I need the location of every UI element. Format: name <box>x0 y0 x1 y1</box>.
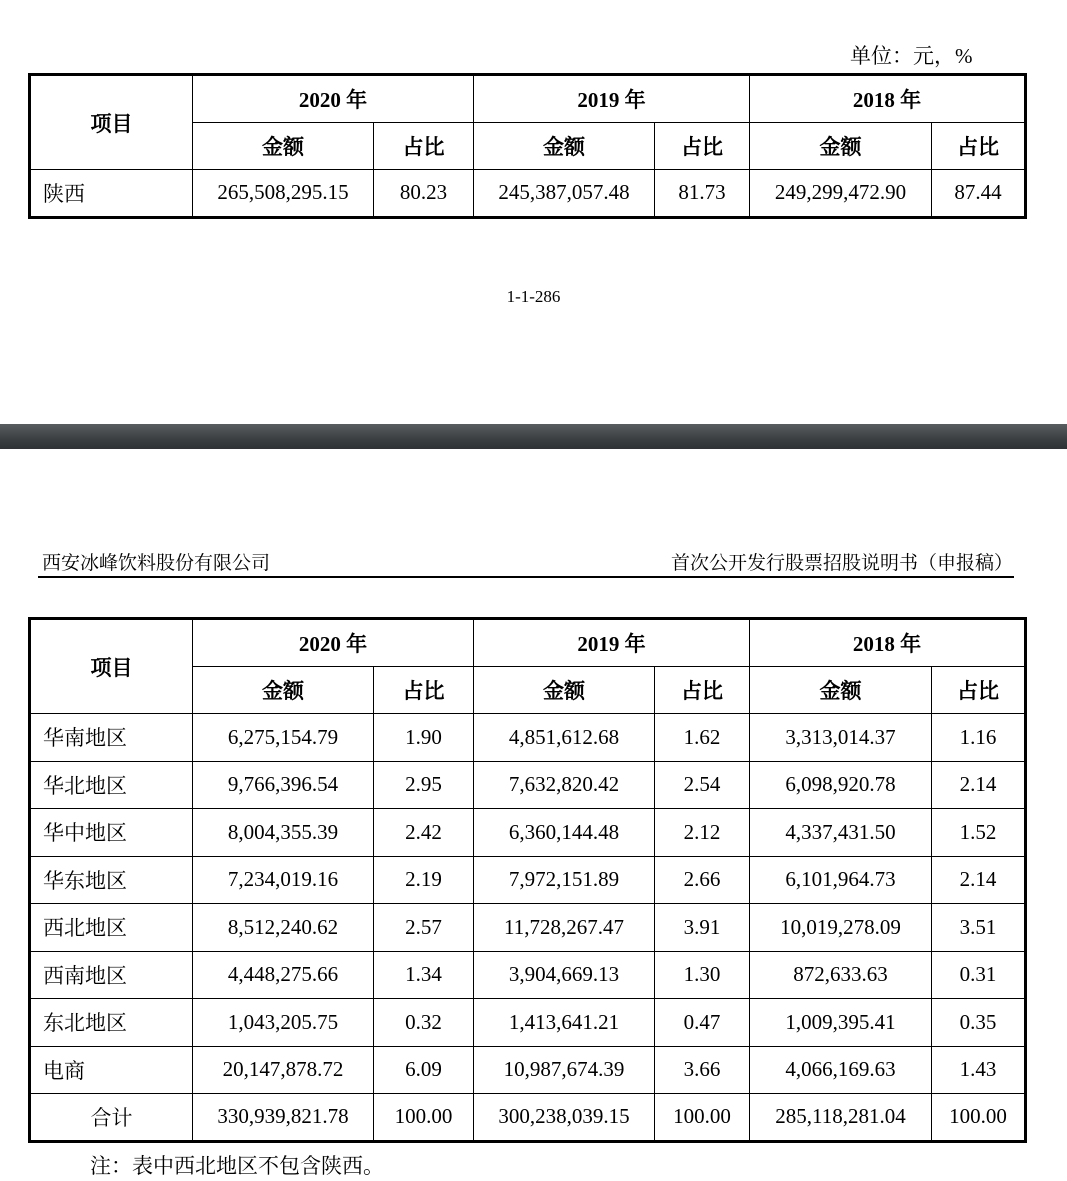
ratio-cell: 2.42 <box>374 809 474 857</box>
amount-cell: 6,360,144.48 <box>474 809 655 857</box>
header-amount: 金额 <box>750 667 932 714</box>
ratio-cell: 3.91 <box>655 904 750 952</box>
amount-cell: 3,313,014.37 <box>750 714 932 762</box>
ratio-cell: 0.47 <box>655 999 750 1047</box>
amount-cell: 7,234,019.16 <box>193 856 374 904</box>
amount-cell: 300,238,039.15 <box>474 1094 655 1142</box>
table-row <box>30 951 1026 999</box>
header-year-2020: 2020 年 <box>193 619 474 667</box>
ratio-cell: 100.00 <box>374 1094 474 1142</box>
header-ratio: 占比 <box>374 667 474 714</box>
ratio-cell: 81.73 <box>655 170 750 218</box>
table-row <box>30 856 1026 904</box>
table-row <box>30 999 1026 1047</box>
amount-cell: 7,972,151.89 <box>474 856 655 904</box>
ratio-cell: 87.44 <box>932 170 1026 218</box>
header-amount: 金额 <box>193 667 374 714</box>
amount-cell: 330,939,821.78 <box>193 1094 374 1142</box>
header-divider <box>38 576 1014 578</box>
amount-cell: 20,147,878.72 <box>193 1046 374 1094</box>
table-note: 注：表中西北地区不包含陕西。 <box>90 1154 384 1178</box>
ratio-cell: 2.14 <box>932 761 1026 809</box>
amount-cell: 249,299,472.90 <box>750 170 932 218</box>
ratio-cell: 1.16 <box>932 714 1026 762</box>
header-year-2018: 2018 年 <box>750 75 1026 123</box>
ratio-cell: 2.54 <box>655 761 750 809</box>
row-label: 东北地区 <box>30 999 193 1047</box>
row-label: 西南地区 <box>30 951 193 999</box>
amount-cell: 6,098,920.78 <box>750 761 932 809</box>
row-label: 华东地区 <box>30 856 193 904</box>
ratio-cell: 80.23 <box>374 170 474 218</box>
header-year-2019: 2019 年 <box>474 75 750 123</box>
ratio-cell: 6.09 <box>374 1046 474 1094</box>
ratio-cell: 100.00 <box>655 1094 750 1142</box>
ratio-cell: 1.52 <box>932 809 1026 857</box>
header-amount: 金额 <box>474 667 655 714</box>
header-ratio: 占比 <box>655 667 750 714</box>
amount-cell: 3,904,669.13 <box>474 951 655 999</box>
ratio-cell: 2.14 <box>932 856 1026 904</box>
table-row <box>30 714 1026 762</box>
amount-cell: 6,101,964.73 <box>750 856 932 904</box>
row-label: 华北地区 <box>30 761 193 809</box>
amount-cell: 7,632,820.42 <box>474 761 655 809</box>
header-ratio: 占比 <box>932 667 1026 714</box>
ratio-cell: 100.00 <box>932 1094 1026 1142</box>
ratio-cell: 0.32 <box>374 999 474 1047</box>
ratio-cell: 1.34 <box>374 951 474 999</box>
table-row <box>30 904 1026 952</box>
header-year-2018: 2018 年 <box>750 619 1026 667</box>
unit-label: 单位：元，% <box>850 44 973 68</box>
amount-cell: 11,728,267.47 <box>474 904 655 952</box>
ratio-cell: 2.95 <box>374 761 474 809</box>
amount-cell: 9,766,396.54 <box>193 761 374 809</box>
amount-cell: 10,019,278.09 <box>750 904 932 952</box>
row-label: 华南地区 <box>30 714 193 762</box>
amount-cell: 4,337,431.50 <box>750 809 932 857</box>
header-amount: 金额 <box>750 123 932 170</box>
amount-cell: 4,066,169.63 <box>750 1046 932 1094</box>
ratio-cell: 1.43 <box>932 1046 1026 1094</box>
amount-cell: 6,275,154.79 <box>193 714 374 762</box>
table-row <box>30 809 1026 857</box>
amount-cell: 8,512,240.62 <box>193 904 374 952</box>
page-separator <box>0 424 1067 449</box>
ratio-cell: 2.66 <box>655 856 750 904</box>
document-title: 首次公开发行股票招股说明书（申报稿） <box>670 553 1013 574</box>
header-ratio: 占比 <box>655 123 750 170</box>
ratio-cell: 2.57 <box>374 904 474 952</box>
table-row <box>30 1046 1026 1094</box>
header-item: 项目 <box>30 619 193 714</box>
ratio-cell: 2.12 <box>655 809 750 857</box>
ratio-cell: 1.62 <box>655 714 750 762</box>
amount-cell: 285,118,281.04 <box>750 1094 932 1142</box>
amount-cell: 1,009,395.41 <box>750 999 932 1047</box>
table-row <box>30 170 1026 218</box>
ratio-cell: 3.66 <box>655 1046 750 1094</box>
total-row <box>30 1094 1026 1142</box>
shaanxi-sales-table <box>28 73 1027 219</box>
amount-cell: 10,987,674.39 <box>474 1046 655 1094</box>
row-label: 西北地区 <box>30 904 193 952</box>
row-label: 华中地区 <box>30 809 193 857</box>
header-amount: 金额 <box>474 123 655 170</box>
ratio-cell: 0.35 <box>932 999 1026 1047</box>
ratio-cell: 1.90 <box>374 714 474 762</box>
amount-cell: 872,633.63 <box>750 951 932 999</box>
ratio-cell: 2.19 <box>374 856 474 904</box>
header-ratio: 占比 <box>374 123 474 170</box>
header-year-2020: 2020 年 <box>193 75 474 123</box>
amount-cell: 8,004,355.39 <box>193 809 374 857</box>
amount-cell: 245,387,057.48 <box>474 170 655 218</box>
amount-cell: 1,413,641.21 <box>474 999 655 1047</box>
header-item: 项目 <box>30 75 193 170</box>
regional-sales-table <box>28 617 1027 1143</box>
company-name: 西安冰峰饮料股份有限公司 <box>42 553 271 574</box>
row-label: 合计 <box>30 1094 193 1142</box>
ratio-cell: 1.30 <box>655 951 750 999</box>
row-label: 电商 <box>30 1046 193 1094</box>
amount-cell: 4,851,612.68 <box>474 714 655 762</box>
header-year-2019: 2019 年 <box>474 619 750 667</box>
ratio-cell: 3.51 <box>932 904 1026 952</box>
amount-cell: 265,508,295.15 <box>193 170 374 218</box>
amount-cell: 1,043,205.75 <box>193 999 374 1047</box>
table-row <box>30 761 1026 809</box>
ratio-cell: 0.31 <box>932 951 1026 999</box>
header-ratio: 占比 <box>932 123 1026 170</box>
amount-cell: 4,448,275.66 <box>193 951 374 999</box>
row-label: 陕西 <box>30 170 193 218</box>
page-number: 1-1-286 <box>506 287 561 306</box>
header-amount: 金额 <box>193 123 374 170</box>
